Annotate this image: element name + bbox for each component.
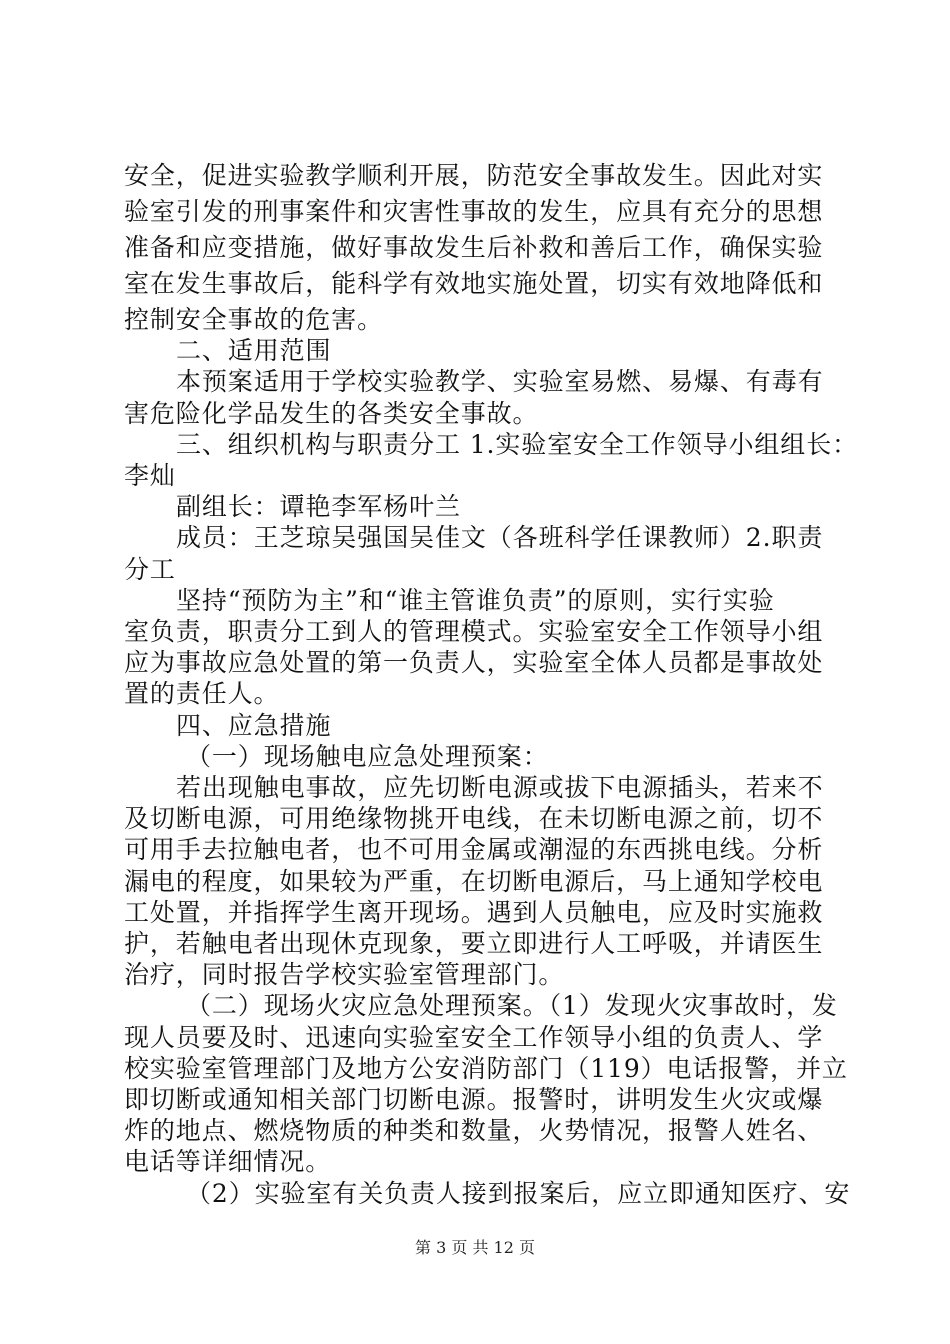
section-heading: 二、适用范围 <box>176 336 332 365</box>
body-line: 可用手去拉触电者，也不可用金属或潮湿的东西挑电线。分析 <box>124 835 824 864</box>
body-line: 害危险化学品发生的各类安全事故。 <box>124 399 539 428</box>
body-line: 及切断电源，可用绝缘物挑开电线，在未切断电源之前，切不 <box>124 804 824 833</box>
body-line: 治疗，同时报告学校实验室管理部门。 <box>124 960 565 989</box>
body-line: 现人员要及时、迅速向实验室安全工作领导小组的负责人、学 <box>124 1023 824 1052</box>
body-line: 电话等详细情况。 <box>124 1147 332 1176</box>
section-heading: 四、应急措施 <box>176 711 332 740</box>
body-line: 漏电的程度，如果较为严重，在切断电源后，马上通知学校电 <box>124 867 824 896</box>
body-line: 护，若触电者出现休克现象，要立即进行人工呼吸，并请医生 <box>124 929 824 958</box>
body-line: 室在发生事故后，能科学有效地实施处置，切实有效地降低和 <box>124 269 824 298</box>
body-line: 成员：王芝琼吴强国吴佳文（各班科学任课教师）2.职责 <box>176 523 824 552</box>
body-line: 室负责，职责分工到人的管理模式。实验室安全工作领导小组 <box>124 617 824 646</box>
body-line: 若出现触电事故，应先切断电源或拔下电源插头，若来不 <box>176 773 824 802</box>
subsection-heading: （一）现场触电应急处理预案： <box>186 742 549 771</box>
body-line: 工处置，并指挥学生离开现场。遇到人员触电，应及时实施救 <box>124 898 824 927</box>
body-line: 应为事故应急处置的第一负责人，实验室全体人员都是事故处 <box>124 648 824 677</box>
body-line: 坚持“预防为主”和“谁主管谁负责”的原则，实行实验 <box>176 586 775 615</box>
subsection-heading: （二）现场火灾应急处理预案。（1）发现火灾事故时，发 <box>186 991 838 1020</box>
body-line: 安全，促进实验教学顺利开展，防范安全事故发生。因此对实 <box>124 161 824 190</box>
page-number-footer: 第 3 页 共 12 页 <box>415 1238 535 1257</box>
body-line: 准备和应变措施，做好事故发生后补救和善后工作，确保实验 <box>124 233 824 262</box>
section-heading: 三、组织机构与职责分工 1.实验室安全工作领导小组组长： <box>176 430 859 459</box>
body-line: 控制安全事故的危害。 <box>124 305 384 334</box>
body-line: 李灿 <box>124 461 176 490</box>
body-line: 校实验室管理部门及地方公安消防部门（119）电话报警，并立 <box>124 1054 848 1083</box>
body-line: 分工 <box>124 555 176 584</box>
body-line: 副组长：谭艳李军杨叶兰 <box>176 492 461 521</box>
body-line: （2）实验室有关负责人接到报案后，应立即通知医疗、安 <box>186 1179 851 1208</box>
body-line: 验室引发的刑事案件和灾害性事故的发生，应具有充分的思想 <box>124 197 824 226</box>
body-line: 即切断或通知相关部门切断电源。报警时，讲明发生火灾或爆 <box>124 1085 824 1114</box>
body-line: 炸的地点、燃烧物质的种类和数量，火势情况，报警人姓名、 <box>124 1116 824 1145</box>
body-line: 置的责任人。 <box>124 679 280 708</box>
body-line: 本预案适用于学校实验教学、实验室易燃、易爆、有毒有 <box>176 367 824 396</box>
